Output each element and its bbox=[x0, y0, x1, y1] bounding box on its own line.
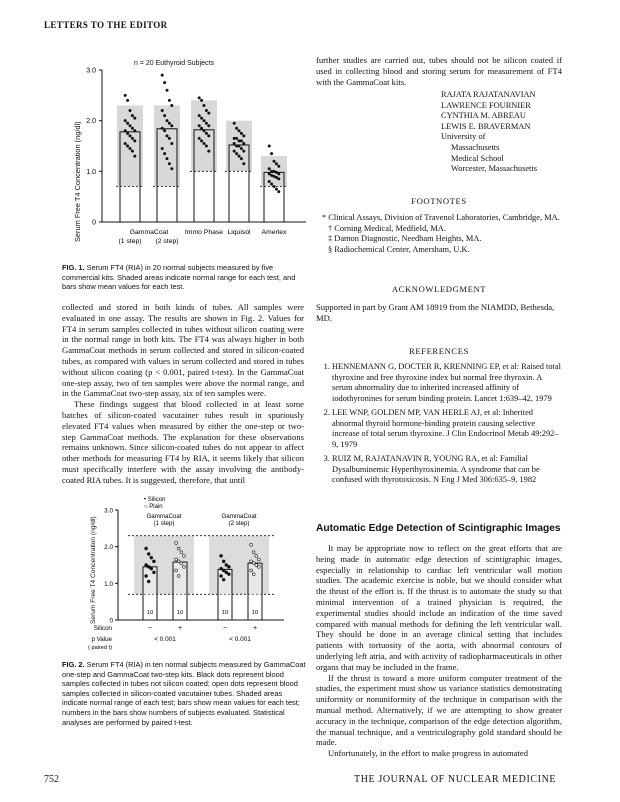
figure-2-caption-text: Serum FT4 (RIA) in ten normal subjects measured by GammaCoat one-step and GammaCoat two-step kits. Black dots represent blood samples collected in tubes not silicon coated; open dots represent blood samples collected in silicon-coated vacutainer tubes. Shaded areas indicate normal range of each test; bars show mean values for each test; numbers in the bars show numbers of subjects evaluated. Statistical analyses are performed by paired t-test. bbox=[62, 660, 306, 727]
fig1-data-point bbox=[168, 122, 171, 125]
fig1-data-point bbox=[129, 124, 132, 127]
fig2-data-point bbox=[150, 556, 153, 559]
figure-2-chart bbox=[84, 494, 294, 656]
fig1-data-point bbox=[240, 157, 243, 160]
fig2-data-point bbox=[145, 547, 148, 550]
fig1-data-point bbox=[233, 150, 236, 153]
fig1-data-point bbox=[166, 134, 169, 137]
fig2-data-point bbox=[250, 569, 253, 572]
fig2-group-label: GammaCoat bbox=[221, 513, 257, 520]
fig1-data-point bbox=[133, 117, 136, 120]
fig1-data-point bbox=[275, 188, 278, 191]
fig1-data-point bbox=[126, 145, 129, 148]
fig1-x-label: Amerlex bbox=[261, 229, 287, 236]
fig1-data-point bbox=[203, 142, 206, 145]
fig2-pvalue: < 0.001 bbox=[154, 636, 176, 643]
fig1-data-point bbox=[129, 109, 132, 112]
author-name: LAWRENCE FOURNIER bbox=[441, 100, 531, 110]
figure-2-caption-label: FIG. 2. bbox=[62, 660, 85, 669]
fig1-data-point bbox=[129, 147, 132, 150]
fig2-data-point bbox=[225, 564, 228, 567]
fig1-data-point bbox=[242, 142, 245, 145]
fig1-data-point bbox=[163, 152, 166, 155]
fig1-y-tick-label: 2.0 bbox=[86, 118, 96, 126]
right-intro-paragraph: further studies are carried out, tubes should not be silicon coated if used in collecting blood and storing serum for measurement of FT4 with the GammaCoat kits. bbox=[316, 55, 562, 87]
fig1-x-label: (2 step) bbox=[155, 238, 179, 245]
fig2-data-point bbox=[183, 554, 186, 557]
fig2-data-point bbox=[145, 575, 148, 578]
author-name: RAJATA RAJATANAVIAN bbox=[441, 90, 536, 99]
fig2-count-label: 10 bbox=[251, 610, 259, 616]
fig1-data-point bbox=[270, 152, 273, 155]
fig1-data-point bbox=[235, 152, 238, 155]
references-list bbox=[316, 362, 562, 490]
fig1-data-point bbox=[198, 96, 201, 99]
fig2-pvalue: < 0.001 bbox=[229, 636, 251, 643]
footnote-item: * Clinical Assays, Division of Travenol Laboratories, Cambridge, MA. bbox=[322, 213, 560, 222]
fig2-data-point bbox=[175, 569, 178, 572]
fig1-data-point bbox=[129, 134, 132, 137]
fig2-data-point bbox=[252, 573, 255, 576]
fig1-data-point bbox=[131, 127, 134, 130]
fig1-data-point bbox=[200, 117, 203, 120]
fig1-data-point bbox=[126, 132, 129, 135]
fig1-normal-range bbox=[191, 100, 217, 171]
fig2-y-tick-label: 1.0 bbox=[104, 580, 113, 588]
fig1-data-point bbox=[133, 139, 136, 142]
fig2-data-point bbox=[222, 578, 225, 581]
fig1-data-point bbox=[277, 165, 280, 168]
fig2-legend-silicon: • Silicon bbox=[144, 497, 166, 503]
fig2-silicon-sign: + bbox=[252, 625, 258, 632]
fig1-title: n = 20 Euthyroid Subjects bbox=[134, 60, 214, 67]
fig2-group-label: (1 step) bbox=[153, 520, 175, 527]
fig2-data-point bbox=[147, 565, 150, 568]
footnotes-list bbox=[316, 213, 562, 255]
footnote-item: § Radiochemical Center, Amersham, U.K. bbox=[328, 244, 470, 254]
fig1-data-point bbox=[168, 99, 171, 102]
fig1-y-tick-label: 1.0 bbox=[86, 168, 96, 176]
fig2-data-point bbox=[255, 554, 258, 557]
fig2-data-point bbox=[250, 560, 253, 563]
fig2-count-label: 10 bbox=[221, 610, 229, 616]
fig1-ylabel: Serum Free T4 Concentration (ng/dl) bbox=[73, 121, 82, 242]
affiliation-line: Massachusetts bbox=[451, 142, 500, 152]
right-intro bbox=[316, 55, 562, 87]
fig1-data-point bbox=[126, 99, 129, 102]
fig1-data-point bbox=[161, 127, 164, 130]
fig2-count-label: 10 bbox=[176, 610, 184, 616]
fig1-data-point bbox=[131, 150, 134, 153]
fig2-data-point bbox=[258, 565, 261, 568]
fig1-data-point bbox=[203, 129, 206, 132]
fig1-data-point bbox=[205, 122, 208, 125]
fig2-data-point bbox=[177, 575, 180, 578]
fig2-data-point bbox=[220, 575, 223, 578]
fig1-data-point bbox=[242, 162, 245, 165]
fig1-data-point bbox=[133, 155, 136, 158]
fig1-data-point bbox=[163, 81, 166, 84]
fig2-data-point bbox=[222, 569, 225, 572]
fig1-data-point bbox=[170, 142, 173, 145]
fig2-data-point bbox=[147, 553, 150, 556]
fig2-ylabel: Serum Free T4 Concentration (ng/dl) bbox=[90, 516, 97, 624]
fig1-data-point bbox=[207, 112, 210, 115]
footnote-item: † Corning Medical, Medfield, MA. bbox=[328, 223, 446, 233]
fig1-data-point bbox=[131, 137, 134, 140]
fig1-data-point bbox=[124, 94, 127, 97]
article-2-body bbox=[316, 543, 562, 759]
fig1-data-point bbox=[233, 142, 236, 145]
fig2-data-point bbox=[252, 562, 255, 565]
fig2-data-point bbox=[175, 542, 178, 545]
affiliation-line: University of bbox=[441, 132, 486, 142]
fig2-data-point bbox=[177, 560, 180, 563]
fig1-data-point bbox=[166, 89, 169, 92]
acknowledgment-paragraph: Supported in part by Grant AM 18919 from the NIAMDD, Bethesda, MD. bbox=[316, 302, 555, 323]
fig2-data-point bbox=[228, 565, 231, 568]
left-paragraph-2: These findings suggest that blood collected in at least some batches of silicon-coated vacutainer tubes result in spuriously elevated FT4 values when measured by either the one-step or two-step GammaCoat methods. The explanation for these observations remains unknown. Since silicon-coated tubes do not appear to affect other methods for measuring FT4 by RIA, it seems likely that silicon must specifically interfere with the assay involving the antibody-coated RIA tubes. It is suggested, therefore, that until bbox=[62, 399, 304, 485]
fig1-data-point bbox=[200, 99, 203, 102]
fig1-data-point bbox=[268, 180, 271, 183]
fig1-data-point bbox=[268, 167, 271, 170]
fig1-data-point bbox=[198, 137, 201, 140]
fig2-data-point bbox=[147, 580, 150, 583]
fig1-y-tick-label: 0 bbox=[92, 219, 96, 227]
fig1-data-point bbox=[238, 129, 241, 132]
fig1-data-point bbox=[207, 134, 210, 137]
fig1-data-point bbox=[200, 127, 203, 130]
figure-2-caption bbox=[62, 660, 306, 727]
fig1-x-label: GammaCoat bbox=[129, 229, 169, 236]
fig1-data-point bbox=[277, 190, 280, 193]
left-column-text bbox=[62, 302, 304, 486]
fig2-data-point bbox=[252, 551, 255, 554]
fig1-data-point bbox=[170, 124, 173, 127]
fig2-silicon-sign: − bbox=[222, 625, 228, 632]
fig1-x-label: (1 step) bbox=[118, 238, 142, 245]
figure-1-caption-label: FIG. 1. bbox=[62, 263, 85, 272]
affiliation-line: Worcester, Massachusetts bbox=[451, 164, 537, 174]
fig1-data-point bbox=[240, 132, 243, 135]
fig2-count-label: 10 bbox=[146, 610, 154, 616]
fig1-data-point bbox=[163, 129, 166, 132]
figure-1-caption-text: Serum FT4 (RIA) in 20 normal subjects measured by five commercial kits. Shaded areas indicate normal range for each test, and bars show mean values for each test. bbox=[62, 263, 296, 292]
fig1-data-point bbox=[170, 167, 173, 170]
fig2-silicon-sign: + bbox=[177, 625, 183, 632]
affiliation-line: Medical School bbox=[451, 153, 504, 163]
fig2-data-point bbox=[145, 564, 148, 567]
fig1-data-point bbox=[170, 104, 173, 107]
fig1-data-point bbox=[205, 145, 208, 148]
fig1-data-point bbox=[198, 114, 201, 117]
fig1-data-point bbox=[131, 114, 134, 117]
fig2-data-point bbox=[180, 551, 183, 554]
references-heading: REFERENCES bbox=[409, 346, 469, 356]
fig1-data-point bbox=[240, 147, 243, 150]
fig1-data-point bbox=[161, 74, 164, 77]
fig1-data-point bbox=[166, 119, 169, 122]
fig2-y-tick-label: 3.0 bbox=[104, 507, 113, 515]
fig2-silicon-row-label: Silicon bbox=[93, 625, 112, 632]
fig1-data-point bbox=[242, 150, 245, 153]
fig2-pvalue-row-label: p Value bbox=[91, 636, 112, 643]
acknowledgment-heading: ACKNOWLEDGMENT bbox=[391, 284, 487, 294]
reference-item: 1. HENNEMANN G, DOCTER R, KRENNING EP, et al: Raised total thyroxine and free thyroxine index but normal free thyroxin. A serum abnormality due to inherited increased affinity of iodothyronines for serum binding protein. Lancet 1:639–42, 1979 bbox=[332, 362, 562, 404]
reference-item: 2. LEE WNP, GOLDEN MP, VAN HERLE AJ, et al: Inherited abnormal thyroid hormone-binding protein causing selective increase of total serum thyroxine. J Clin Endocrinol Metab 49:292–9, 1979 bbox=[332, 408, 562, 450]
fig2-group-label: (2 step) bbox=[228, 520, 250, 527]
reference-item: 3. RUIZ M, RAJATANAVIN R, YOUNG RA, et al: Familial Dysalbuminemic Hyperthyroxinemia. A syndrome that can be confused with thyrotoxicosis. N Eng J Med 306:635–9, 1982 bbox=[332, 454, 562, 486]
fig1-data-point bbox=[273, 160, 276, 163]
fig1-data-point bbox=[277, 177, 280, 180]
fig1-data-point bbox=[163, 114, 166, 117]
fig1-data-point bbox=[200, 139, 203, 142]
fig1-data-point bbox=[166, 157, 169, 160]
fig1-data-point bbox=[124, 119, 127, 122]
fig1-data-point bbox=[161, 109, 164, 112]
fig1-data-point bbox=[238, 155, 241, 158]
fig1-data-point bbox=[275, 162, 278, 165]
section-header: LETTERS TO THE EDITOR bbox=[44, 20, 168, 30]
figure-1-caption bbox=[62, 263, 302, 292]
fig1-data-point bbox=[235, 127, 238, 130]
fig2-silicon-sign: − bbox=[147, 625, 153, 632]
fig2-legend-plain: ○ Plain bbox=[144, 504, 163, 510]
fig2-data-point bbox=[225, 571, 228, 574]
author-name: LEWIS E. BRAVERMAN bbox=[441, 121, 531, 131]
fig1-data-point bbox=[270, 183, 273, 186]
fig1-data-point bbox=[205, 109, 208, 112]
fig2-data-point bbox=[153, 571, 156, 574]
fig2-data-point bbox=[220, 567, 223, 570]
fig1-x-label: Immo Phase bbox=[184, 229, 224, 236]
fig1-data-point bbox=[168, 137, 171, 140]
article-2-paragraph: Unfortunately, in the effort to make progress in automated bbox=[328, 748, 528, 759]
fig2-data-point bbox=[258, 558, 261, 561]
fig1-data-point bbox=[268, 145, 271, 148]
author-name: CYNTHIA M. ABREAU bbox=[441, 111, 526, 121]
fig2-data-point bbox=[150, 567, 153, 570]
fig1-data-point bbox=[203, 104, 206, 107]
fig1-y-tick-label: 3.0 bbox=[86, 67, 96, 75]
fig1-data-point bbox=[235, 137, 238, 140]
fig1-x-label: Liquisol bbox=[227, 229, 251, 236]
fig1-data-point bbox=[273, 185, 276, 188]
fig1-data-point bbox=[205, 132, 208, 135]
fig1-data-point bbox=[240, 139, 243, 142]
footnotes-heading: FOOTNOTES bbox=[411, 196, 467, 206]
fig1-data-point bbox=[161, 147, 164, 150]
fig1-data-point bbox=[133, 129, 136, 132]
figure-1-chart bbox=[66, 56, 316, 256]
fig2-data-point bbox=[220, 554, 223, 557]
journal-name: THE JOURNAL OF NUCLEAR MEDICINE bbox=[354, 774, 557, 785]
fig1-data-point bbox=[242, 134, 245, 137]
fig1-data-point bbox=[207, 150, 210, 153]
fig1-data-point bbox=[168, 162, 171, 165]
fig2-group-label: GammaCoat bbox=[146, 513, 182, 520]
article-2-paragraph: If the thrust is toward a more uniform computer treatment of the studies, the experiment must show us variance statistics demonstrating uniformity or nonuniformity of the technique in comparison with the manual method. Alternatively, if we are attempting to show greater accuracy in the technique, comparison of the edge detection algorithm, the manual technique, and a ventriculography gold standard should be made. bbox=[316, 672, 562, 748]
fig1-data-point bbox=[238, 145, 241, 148]
fig2-data-point bbox=[228, 573, 231, 576]
fig2-data-point bbox=[180, 562, 183, 565]
fig1-data-point bbox=[124, 142, 127, 145]
fig2-paired-label: ( paired t) bbox=[88, 645, 112, 651]
fig1-data-point bbox=[198, 124, 201, 127]
fig1-data-point bbox=[124, 129, 127, 132]
fig1-normal-range bbox=[117, 105, 143, 186]
page-number: 752 bbox=[44, 774, 59, 785]
fig1-data-point bbox=[203, 119, 206, 122]
fig1-normal-range bbox=[154, 105, 180, 186]
fig2-data-point bbox=[177, 547, 180, 550]
left-paragraph-1: collected and stored in both kinds of tubes. All samples were evaluated in one assay. The results are shown in Fig. 2. Values for FT4 in serum samples collected in tubes without silicon coating were in the normal range in both kits. The FT4 was always higher in both GammaCoat methods in serum collected and stored in silicon-coated tubes, as compared with values in serum collected and stored in tubes without silicon coating (p < 0.001, paired t-test). In the GammaCoat one-step assay, two of ten samples were above the normal range, and in the GammaCoat two-step assay, six of ten samples were. bbox=[62, 302, 304, 399]
fig2-data-point bbox=[175, 558, 178, 561]
fig2-y-tick-label: 0 bbox=[109, 617, 113, 625]
fig2-data-point bbox=[153, 560, 156, 563]
article-2-paragraph: It may be appropriate now to reflect on the great efforts that are being made in automatic edge detection of scintigraphic images, especially in relationship to cardiac left ventricular wall motion studies. The academic exercise is noble, but we should consider what the thrust of the effort is. If the thrust is to automate the study so that minimal intervention of a trained physician is required, the experimental studies should include an indication of the time saved compared with manual methods for defining the left ventricular wall. They should be done in an average clinical setting that includes patients with tortuosity of the aorta, with abnormal contours of underlying left atria, and with activity of radiopharmaceuticals in other organs that may be included in the frame. bbox=[316, 543, 562, 672]
fig1-data-point bbox=[207, 124, 210, 127]
fig1-data-point bbox=[233, 122, 236, 125]
footnote-item: ‡ Damon Diagnostic, Needham Heights, MA. bbox=[328, 234, 482, 243]
fig2-data-point bbox=[255, 564, 258, 567]
author-block bbox=[441, 90, 591, 175]
article-2-title: Automatic Edge Detection of Scintigraphic Images bbox=[316, 523, 561, 534]
fig1-data-point bbox=[126, 122, 129, 125]
fig2-data-point bbox=[250, 543, 253, 546]
acknowledgment-text bbox=[316, 302, 562, 324]
fig1-data-point bbox=[277, 172, 280, 175]
fig2-data-point bbox=[222, 560, 225, 563]
fig2-y-tick-label: 2.0 bbox=[104, 544, 113, 552]
fig2-data-point bbox=[183, 565, 186, 568]
